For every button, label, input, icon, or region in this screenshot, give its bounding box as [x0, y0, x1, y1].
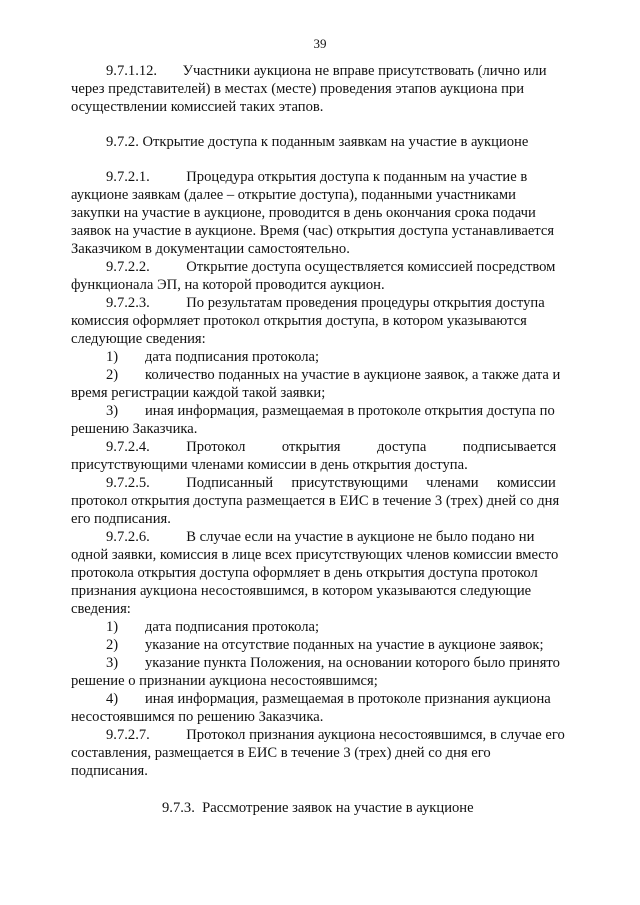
list-item-number: 1): [106, 349, 119, 365]
text-line: присутствующими членами комиссии в день открытия доступа.: [71, 457, 468, 473]
text-line: протокол открытия доступа размещается в ЕИС в течение 3 (трех) дней со дня: [71, 493, 560, 509]
text-line: комиссия оформляет протокол открытия доступа, в котором указываются: [71, 313, 527, 329]
list-item-continuation: несостоявшимся по решению Заказчика.: [71, 709, 324, 725]
text-line: 9.7.2.5. Подписанный присутствующими членами комиссии: [106, 475, 556, 491]
text-line: через представителей) в местах (месте) проведения этапов аукциона при: [71, 81, 525, 97]
text-line: заявок на участие в аукционе. Время (час) открытия доступа устанавливается: [71, 223, 555, 239]
list-item-continuation: время регистрации каждой такой заявки;: [71, 385, 326, 401]
list-item: [106, 348, 581, 366]
page-number: 39: [313, 36, 327, 51]
list-item-text: дата подписания протокола;: [145, 619, 320, 635]
text-line: признания аукциона несостоявшимся, в котором указываются следующие: [71, 583, 532, 599]
text-line: Заказчиком в документации самостоятельно.: [71, 241, 350, 257]
list-item-number: 2): [106, 367, 119, 383]
text-line: 9.7.1.12. Участники аукциона не вправе присутствовать (лично или: [106, 63, 547, 79]
list-item-number: 1): [106, 619, 119, 635]
list-item-text: указание на отсутствие поданных на участие в аукционе заявок;: [145, 637, 544, 653]
list-item-continuation: решение о признании аукциона несостоявшимся;: [71, 673, 378, 689]
list-item: [106, 366, 581, 384]
text-line: 9.7.2.4. Протокол открытия доступа подписывается: [106, 439, 557, 455]
text-line: функционала ЭП, на которой проводится аукцион.: [71, 277, 385, 293]
text-line: подписания.: [71, 763, 148, 779]
text-line: 9.7.2.1. Процедура открытия доступа к поданным на участие в: [106, 169, 528, 185]
text-line: его подписания.: [71, 511, 171, 527]
text-line: 9.7.2.2. Открытие доступа осуществляется комиссией посредством: [106, 259, 556, 275]
list-item: [106, 636, 581, 654]
text-line: составления, размещается в ЕИС в течение 3 (трех) дней со дня его: [71, 745, 491, 761]
text-line: осуществлении комиссией таких этапов.: [71, 99, 324, 115]
section-heading-9-7-3: 9.7.3. Рассмотрение заявок на участие в аукционе: [162, 800, 474, 816]
list-item-text: иная информация, размещаемая в протоколе признания аукциона: [145, 691, 551, 707]
text-line: протокола открытия доступа оформляет в день открытия доступа протокол: [71, 565, 538, 581]
section-heading-9-7-2: 9.7.2. Открытие доступа к поданным заявкам на участие в аукционе: [106, 134, 529, 150]
text-line: закупки на участие в аукционе, проводится в день окончания срока подачи: [71, 205, 536, 221]
text-line: аукционе заявкам (далее – открытие доступа), поданными участниками: [71, 187, 516, 203]
list-item: [106, 618, 581, 636]
list-item-number: 4): [106, 691, 119, 707]
text-line: 9.7.2.3. По результатам проведения процедуры открытия доступа: [106, 295, 545, 311]
list-item-number: 2): [106, 637, 119, 653]
list-item-number: 3): [106, 655, 119, 671]
list-item-text: дата подписания протокола;: [145, 349, 320, 365]
list-item: [106, 402, 581, 420]
list-item-continuation: решению Заказчика.: [71, 421, 198, 437]
text-line: следующие сведения:: [71, 331, 206, 347]
list-item-text: иная информация, размещаемая в протоколе открытия доступа по: [145, 403, 555, 419]
text-line: 9.7.2.7. Протокол признания аукциона несостоявшимся, в случае его: [106, 727, 565, 743]
text-line: одной заявки, комиссия в лице всех присутствующих членов комиссии вместо: [71, 547, 559, 563]
list-item-number: 3): [106, 403, 119, 419]
list-item: [106, 690, 581, 708]
text-line: сведения:: [71, 601, 131, 617]
list-item: [106, 654, 581, 672]
list-item-text: указание пункта Положения, на основании которого было принято: [145, 655, 560, 671]
list-item-text: количество поданных на участие в аукционе заявок, а также дата и: [145, 367, 561, 383]
text-line: 9.7.2.6. В случае если на участие в аукционе не было подано ни: [106, 529, 535, 545]
